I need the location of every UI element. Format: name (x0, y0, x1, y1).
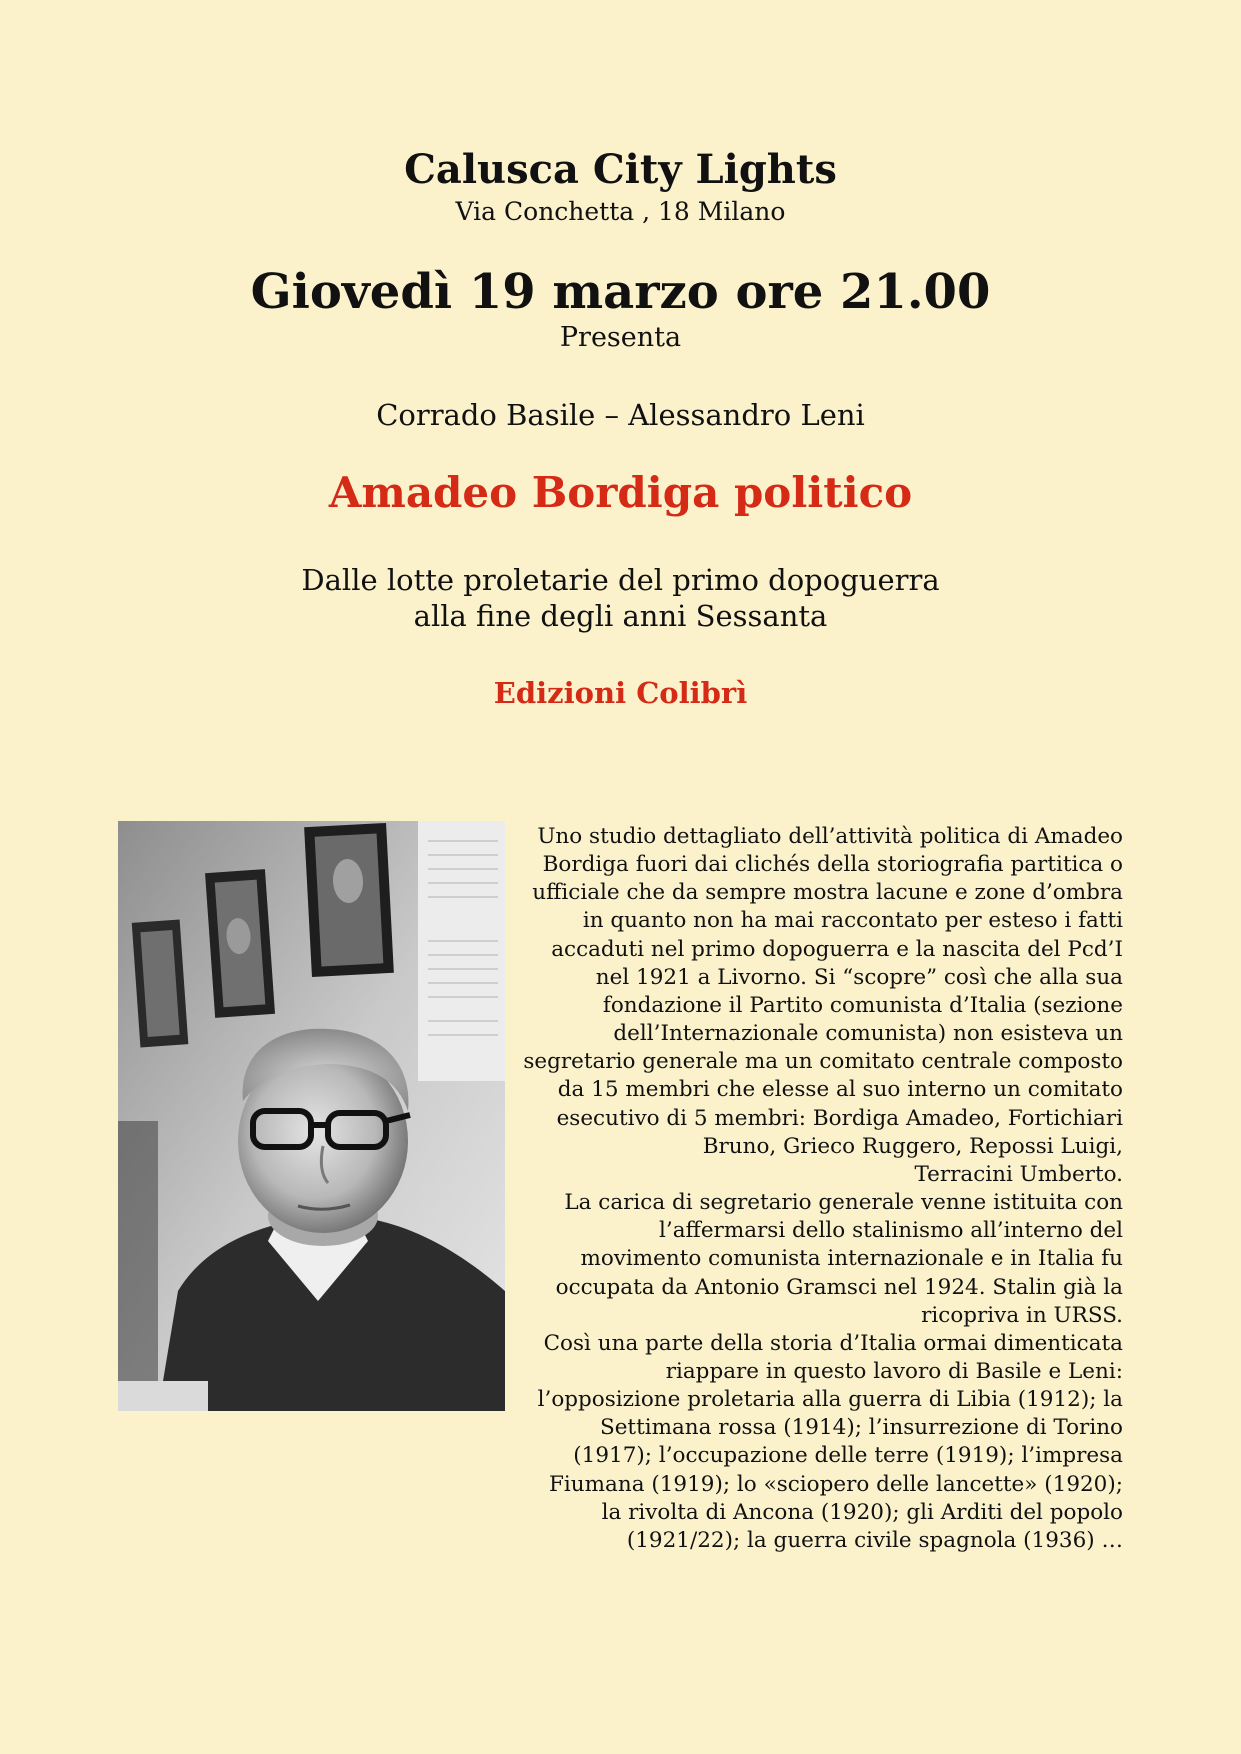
description-line: accaduti nel primo dopoguerra e la nascita del Pcd’I (551, 936, 1123, 962)
description-line: Bordiga fuori dai clichés della storiografia partitica o (542, 852, 1123, 878)
description-line: ufficiale che da sempre mostra lacune e zone d’ombra (532, 880, 1123, 906)
description-line: l’opposizione proletaria alla guerra di Libia (1912); la (537, 1387, 1123, 1413)
description-line: Settimana rossa (1914); l’insurrezione di Torino (599, 1415, 1123, 1441)
description-line: (1921/22); la guerra civile spagnola (1936) … (626, 1527, 1123, 1553)
description-line: da 15 membri che elesse al suo interno un comitato (557, 1077, 1123, 1103)
book-subtitle (0, 562, 1241, 634)
description-line: la rivolta di Ancona (1920); gli Arditi del popolo (601, 1499, 1123, 1525)
description-line: l’affermarsi dello stalinismo all’interno del (659, 1218, 1123, 1244)
description-line: (1917); l’occupazione delle terre (1919); l’impresa (573, 1443, 1123, 1469)
description-line: in quanto non ha mai raccontato per esteso i fatti (582, 908, 1123, 934)
description-line: Fiumana (1919); lo «sciopero delle lancette» (1920); (549, 1471, 1123, 1497)
description-line: La carica di segretario generale venne istituita con (564, 1190, 1123, 1216)
description-line: fondazione il Partito comunista d’Italia (sezione (602, 992, 1123, 1018)
description-line: riappare in questo lavoro di Basile e Leni: (665, 1358, 1123, 1384)
description-line: dell’Internazionale comunista) non esisteva un (613, 1021, 1123, 1047)
book-title: Amadeo Bordiga politico (328, 468, 913, 517)
event-date: Giovedì 19 marzo ore 21.00 (250, 264, 991, 320)
book-authors: Corrado Basile – Alessandro Leni (376, 398, 865, 432)
description-line: segretario generale ma un comitato centrale composto (523, 1049, 1123, 1075)
book-subtitle-line: Dalle lotte proletarie del primo dopoguerra (301, 563, 940, 597)
presents-label: Presenta (559, 322, 682, 353)
description-line: occupata da Antonio Gramsci nel 1924. Stalin già la (555, 1274, 1123, 1300)
description-line: Uno studio dettagliato dell’attività politica di Amadeo (537, 824, 1123, 849)
description-line: movimento comunista internazionale e in Italia fu (580, 1246, 1123, 1272)
description-line: esecutivo di 5 membri: Bordiga Amadeo, Fortichiari (556, 1105, 1123, 1131)
venue-name: Calusca City Lights (404, 146, 837, 193)
book-description (505, 823, 1123, 1555)
description-line: Bruno, Grieco Ruggero, Repossi Luigi, (702, 1133, 1123, 1159)
book-subtitle-line: alla fine degli anni Sessanta (413, 599, 828, 633)
venue-address: Via Conchetta , 18 Milano (455, 197, 786, 226)
description-line: nel 1921 a Livorno. Si “scopre” così che alla sua (595, 964, 1123, 990)
description-line: Terracini Umberto. (914, 1161, 1123, 1187)
description-line: Così una parte della storia d’Italia ormai dimenticata (543, 1330, 1123, 1356)
description-line: ricopriva in URSS. (921, 1302, 1123, 1328)
book-publisher: Edizioni Colibrì (493, 676, 748, 710)
author-portrait-photo (118, 821, 505, 1411)
